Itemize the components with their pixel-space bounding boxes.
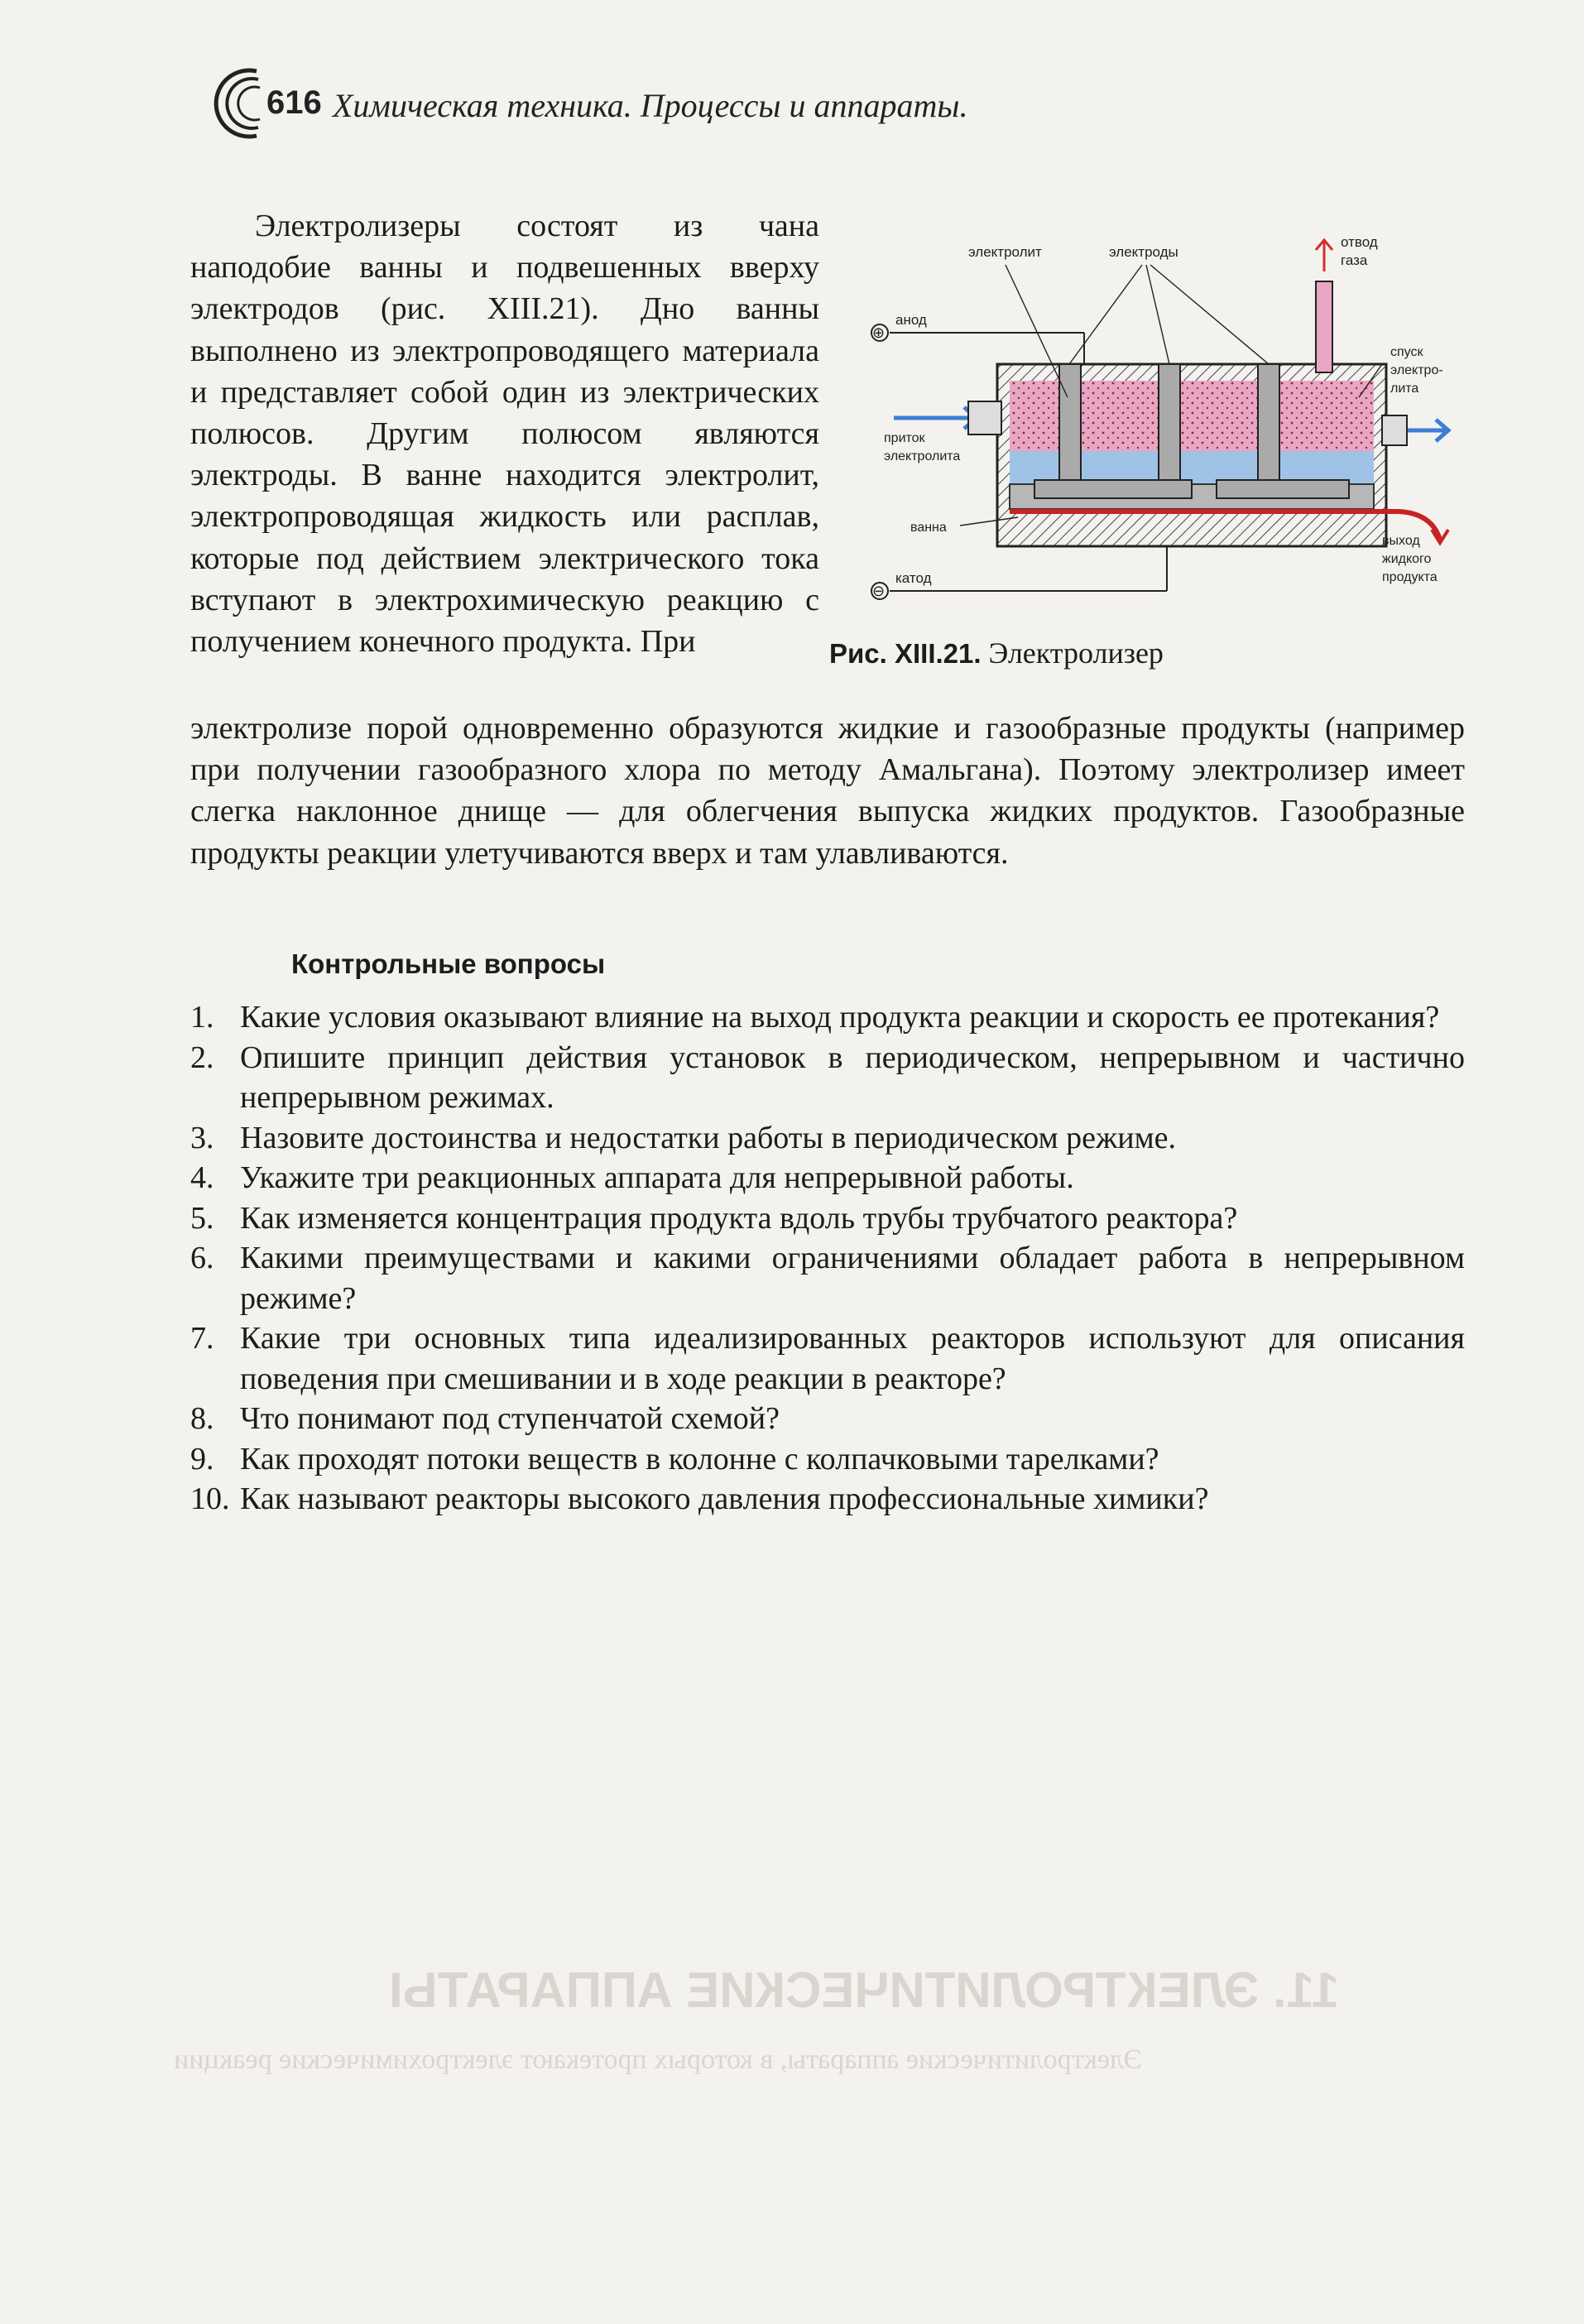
question-number: 4. xyxy=(190,1160,214,1195)
question-text: Какими преимуществами и какими ограничениями обладает работа в непрерывном режиме? xyxy=(240,1241,1465,1316)
section-heading: Контрольные вопросы xyxy=(291,948,606,979)
label-drain-3: лита xyxy=(1390,382,1419,396)
label-inflow-2: электролита xyxy=(884,449,961,463)
question-number: 9. xyxy=(190,1441,214,1477)
continuation-paragraph xyxy=(190,708,1465,874)
label-product-2: жидкого xyxy=(1382,552,1432,566)
label-electrolyte: электролит xyxy=(968,244,1042,260)
question-text: Укажите три реакционных аппарата для непрерывной работы. xyxy=(240,1160,1074,1195)
question-item xyxy=(190,1318,1465,1399)
electrode-1 xyxy=(1059,364,1081,488)
question-item xyxy=(190,1238,1465,1318)
question-number: 7. xyxy=(190,1321,214,1356)
label-bath: ванна xyxy=(910,521,947,535)
question-text: Что понимают под ступенчатой схемой? xyxy=(240,1401,780,1436)
label-drain-1: спуск xyxy=(1390,345,1423,359)
page-header xyxy=(190,66,1432,141)
intro-paragraph xyxy=(190,205,819,662)
figure-caption-number: Рис. XIII.21. xyxy=(829,638,982,669)
question-number: 10. xyxy=(190,1481,230,1516)
bleed-through-paragraph: Электролитические аппараты, в которых протекают электрохимические реакции xyxy=(174,2044,1142,2075)
page-number: 616 xyxy=(266,84,322,121)
label-anode-sign: ⊕ xyxy=(872,324,886,341)
question-number: 6. xyxy=(190,1241,214,1275)
question-text: Какие три основных типа идеализированных реакторов используют для описания поведения при смешивании и в ходе реакции в реакторе? xyxy=(240,1321,1465,1396)
question-item xyxy=(190,1479,1465,1520)
question-text: Опишите принцип действия установок в периодическом, непрерывном и частично непрерывном режимах. xyxy=(240,1040,1465,1115)
inflow-arrow-icon xyxy=(894,407,977,429)
gas-outlet-arrow-icon xyxy=(1316,240,1332,271)
question-item xyxy=(190,997,1465,1038)
question-text: Как называют реакторы высокого давления профессиональные химики? xyxy=(240,1481,1209,1516)
question-item xyxy=(190,1118,1465,1159)
continuation-text: электролизе порой одновременно образуются жидкие и газообразные продукты (например при получении газообразного хлора по методу Амальгана). Поэтому электролизер имеет слегка наклонное днище — для облегчения выпуска жидких продуктов. Газообразные продукты реакции улетучиваются вверх и там улавливаются. xyxy=(190,711,1465,871)
figure-caption xyxy=(829,636,1164,670)
label-product-3: продукта xyxy=(1382,570,1438,584)
label-anode: анод xyxy=(895,312,927,328)
question-number: 3. xyxy=(190,1120,214,1155)
label-cathode-sign: ⊖ xyxy=(872,583,886,599)
figure-caption-text: Электролизер xyxy=(988,636,1164,670)
question-item xyxy=(190,1439,1465,1480)
label-gas-outlet-1: отвод xyxy=(1341,234,1378,250)
label-cathode: катод xyxy=(895,570,932,586)
question-item xyxy=(190,1399,1465,1439)
label-gas-outlet-2: газа xyxy=(1341,252,1368,268)
question-number: 1. xyxy=(190,1000,214,1035)
electrolyzer-diagram xyxy=(852,232,1465,646)
intro-text: Электролизеры состоят из чана наподобие ванны и подвешенных вверху электродов (рис. XIII.21). Дно ванны выполнено из электропроводящего материала и представляет собой один из электрических полюсов. Другим полюсом являются электроды. В ванне находится электролит, электропроводящая жидкость или расплав, которые под действием электрического тока вступают в электрохимическую реакцию с получением конечного продукта. При xyxy=(190,209,819,660)
label-inflow-1: приток xyxy=(884,431,925,445)
question-number: 5. xyxy=(190,1200,214,1236)
question-item xyxy=(190,1038,1465,1118)
label-product-1: выход xyxy=(1382,534,1420,548)
electrode-3 xyxy=(1258,364,1279,488)
electrolyzer-figure xyxy=(852,232,1465,646)
question-text: Как изменяется концентрация продукта вдоль трубы трубчатого реактора? xyxy=(240,1200,1238,1236)
question-text: Какие условия оказывают влияние на выход продукта реакции и скорость ее протекания? xyxy=(240,1000,1440,1035)
gas-outlet-pipe xyxy=(1316,281,1332,372)
question-number: 2. xyxy=(190,1040,214,1075)
question-text: Назовите достоинства и недостатки работы в периодическом режиме. xyxy=(240,1120,1177,1155)
label-drain-2: электро- xyxy=(1390,363,1443,377)
bleed-through-heading: 11. ЭЛЕКТРОЛИТИЧЕСКИЕ АППАРАТЫ xyxy=(389,1962,1339,2018)
question-text: Как проходят потоки веществ в колонне с колпачковыми тарелками? xyxy=(240,1441,1159,1477)
question-number: 8. xyxy=(190,1401,214,1436)
questions-list xyxy=(190,997,1465,1520)
label-electrodes: электроды xyxy=(1109,244,1178,260)
electrode-2 xyxy=(1159,364,1180,488)
running-title: Химическая техника. Процессы и аппараты. xyxy=(333,87,968,124)
question-item xyxy=(190,1198,1465,1239)
question-item xyxy=(190,1158,1465,1198)
